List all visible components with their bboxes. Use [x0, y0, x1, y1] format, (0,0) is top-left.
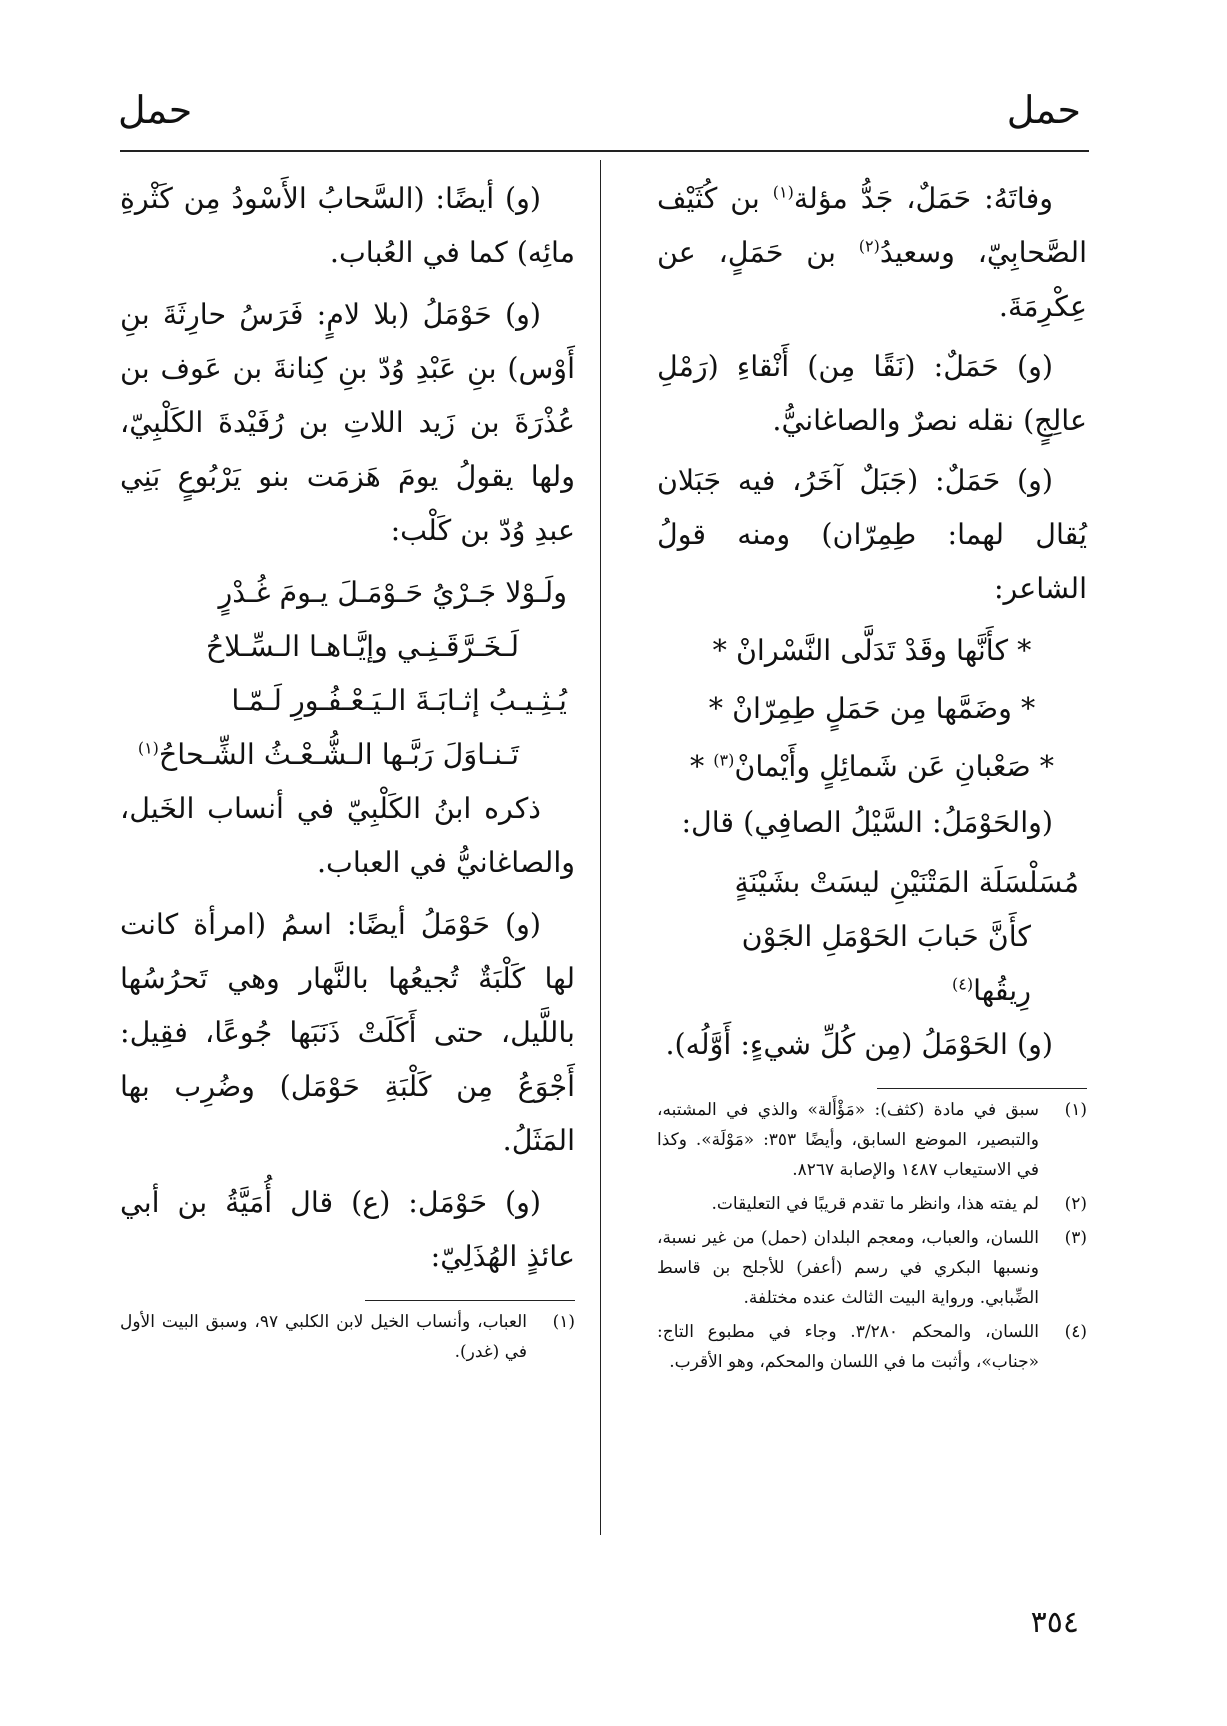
footnote-number: (١)	[1064, 1100, 1087, 1120]
footnote	[657, 1223, 1087, 1313]
column-divider	[600, 160, 601, 1535]
entry-text: بن كُثَيْف الصَّحابِيّ، وسعيدُ	[657, 182, 1087, 269]
verse-text: كأَنَّ حَبابَ الحَوْمَلِ الجَوْن رِيقُها	[741, 920, 1031, 1007]
entry-paragraph: ذكره ابنُ الكَلْبِيّ في أنساب الخَيل، والصاغانيُّ في العباب.	[120, 792, 575, 879]
footnote-text: العباب، وأنساب الخيل لابن الكلبي ٩٧، وسبق البيت الأول في (غدر).	[120, 1312, 528, 1362]
footnote-ref: (٤)	[951, 974, 974, 994]
footnote	[120, 1307, 575, 1367]
running-header-right: حمل	[1006, 88, 1081, 132]
verse-line	[120, 728, 575, 782]
footnote	[657, 1189, 1087, 1219]
entry-paragraph: (و) حَمَلٌ: (جَبَلٌ آخَرُ، فيه جَبَلان يُقال لهما: طِمِرّان) ومنه قولُ الشاعر:	[657, 464, 1087, 605]
entry-paragraph: (والحَوْمَلُ: السَّيْلُ الصافِي) قال:	[681, 806, 1053, 839]
footnote-ref: (٢)	[858, 236, 880, 256]
footnote-ref: (٣)	[713, 750, 735, 770]
entry-paragraph: (و) حَوْمَل: (ع) قال أُمَيَّةُ بن أبي عائذٍ الهُذَلِيّ:	[120, 1186, 575, 1273]
verse-line	[657, 910, 1087, 1018]
verse-line: * كأَنَّها وقَدْ تَدَلَّى النَّسْرانْ *	[712, 634, 1032, 667]
verse-text: تَـنـاوَلَ رَبَّـها الـشُّـعْـثُ الشِّـحاحُ	[158, 738, 519, 771]
entry-text: وفاتَهُ: حَمَلٌ، جَدُّ مؤلة	[793, 182, 1053, 215]
footnote-text: اللسان، والمحكم ٣/٢٨٠. وجاء في مطبوع التاج: «جناب»، وأثبت ما في اللسان والمحكم، وهو الأقرب.	[657, 1322, 1039, 1372]
verse-text: * صَعْبانِ عَن شَمائِلٍ وأَيْمانْ	[734, 750, 1054, 783]
footnote-number: (٢)	[1064, 1194, 1087, 1214]
verse-text: *	[689, 750, 714, 783]
header-rule	[120, 150, 1089, 152]
entry-paragraph: (و) حَوْمَلُ (بلا لامٍ: فَرَسُ حارِثَةَ بنِ أَوْس) بنِ عَبْدِ وُدّ بنِ كِنانةَ بن عَوف بن عُذْرَةَ بن زَيد اللاتِ بن رُفَيْدةَ الكَلْبِيّ، ولها يقولُ يومَ هَزمَت بنو يَرْبُوعٍ بَنِي عبدِ وُدّ بن كَلْب:	[120, 298, 575, 547]
entry-paragraph	[657, 172, 1087, 334]
footnote-text: سبق في مادة (كثف): «مَؤْأَلة» والذي في المشتبه، والتبصير، الموضع السابق، وأيضًا ٣٥٣: «مَوْلَة». وكذا في الاستيعاب ١٤٨٧ والإصابة ٨٢٦٧.	[657, 1100, 1039, 1180]
entry-paragraph: (و) حَمَلٌ: (نَقًا مِن) أَنْقاءِ (رَمْلِ عالِجٍ) نقله نصرٌ والصاغانيُّ.	[657, 350, 1087, 437]
verse-line: * وضَمَّها مِن حَمَلٍ طِمِرّانْ *	[708, 692, 1036, 725]
footnote-rule	[877, 1088, 1087, 1089]
footnote-text: لم يفته هذا، وانظر ما تقدم قريبًا في التعليقات.	[711, 1194, 1039, 1214]
entry-paragraph: (و) الحَوْمَلُ (مِن كُلِّ شيءٍ: أَوَّلُه).	[665, 1028, 1053, 1061]
footnote-number: (٤)	[1064, 1322, 1087, 1342]
entry-text: بن حَمَلٍ، عن عِكْرِمَةَ.	[657, 236, 1087, 323]
footnote	[657, 1095, 1087, 1185]
left-column	[120, 172, 575, 1371]
running-header-left: حمل	[118, 88, 193, 132]
entry-paragraph: (و) حَوْمَلُ أيضًا: اسمُ (امرأة كانت لها كَلْبَةٌ تُجيعُها بالنَّهار وهي تَحرُسُها باللَّيل، حتى أَكَلَتْ ذَنَبَها جُوعًا، فقِيل: أَجْوَعُ مِن كَلْبَةِ حَوْمَل) وضُرِب بها المَثَلُ.	[120, 908, 575, 1157]
verse-line: مُسَلْسَلَة المَتْنَيْنِ ليسَتْ بشَيْنَةٍ	[734, 866, 1079, 899]
verse-line: ولَـوْلا جَـرْيُ حَـوْمَـلَ يـومَ غُـدْرٍ	[218, 576, 567, 609]
verse-line: يُـثِـيـبُ إثـابَـةَ الـيَـعْـفُـورِ لَـمّـا	[231, 684, 567, 717]
verse-line: لَـخَـرَّقَـنِـي وإيَّـاهـا الـسِّـلاحُ	[205, 630, 519, 663]
footnote-ref: (١)	[772, 182, 794, 202]
verse-line	[657, 738, 1087, 796]
footnote-text: اللسان، والعباب، ومعجم البلدان (حمل) من غير نسبة، ونسبها البكري في رسم (أعفر) للأجلح بن قاسط الضِّبابي. ورواية البيت الثالث عنده مختلفة.	[657, 1228, 1039, 1308]
right-column	[657, 172, 1087, 1381]
footnote-number: (٣)	[1064, 1228, 1087, 1248]
footnote-ref: (١)	[137, 738, 159, 758]
entry-paragraph: (و) أيضًا: (السَّحابُ الأَسْودُ مِن كَثْرةِ مائِه) كما في العُباب.	[120, 182, 575, 269]
footnote-rule	[365, 1300, 575, 1301]
page-number: ٣٥٤	[1030, 1605, 1079, 1640]
footnote	[657, 1317, 1087, 1377]
footnote-number: (١)	[552, 1312, 576, 1332]
